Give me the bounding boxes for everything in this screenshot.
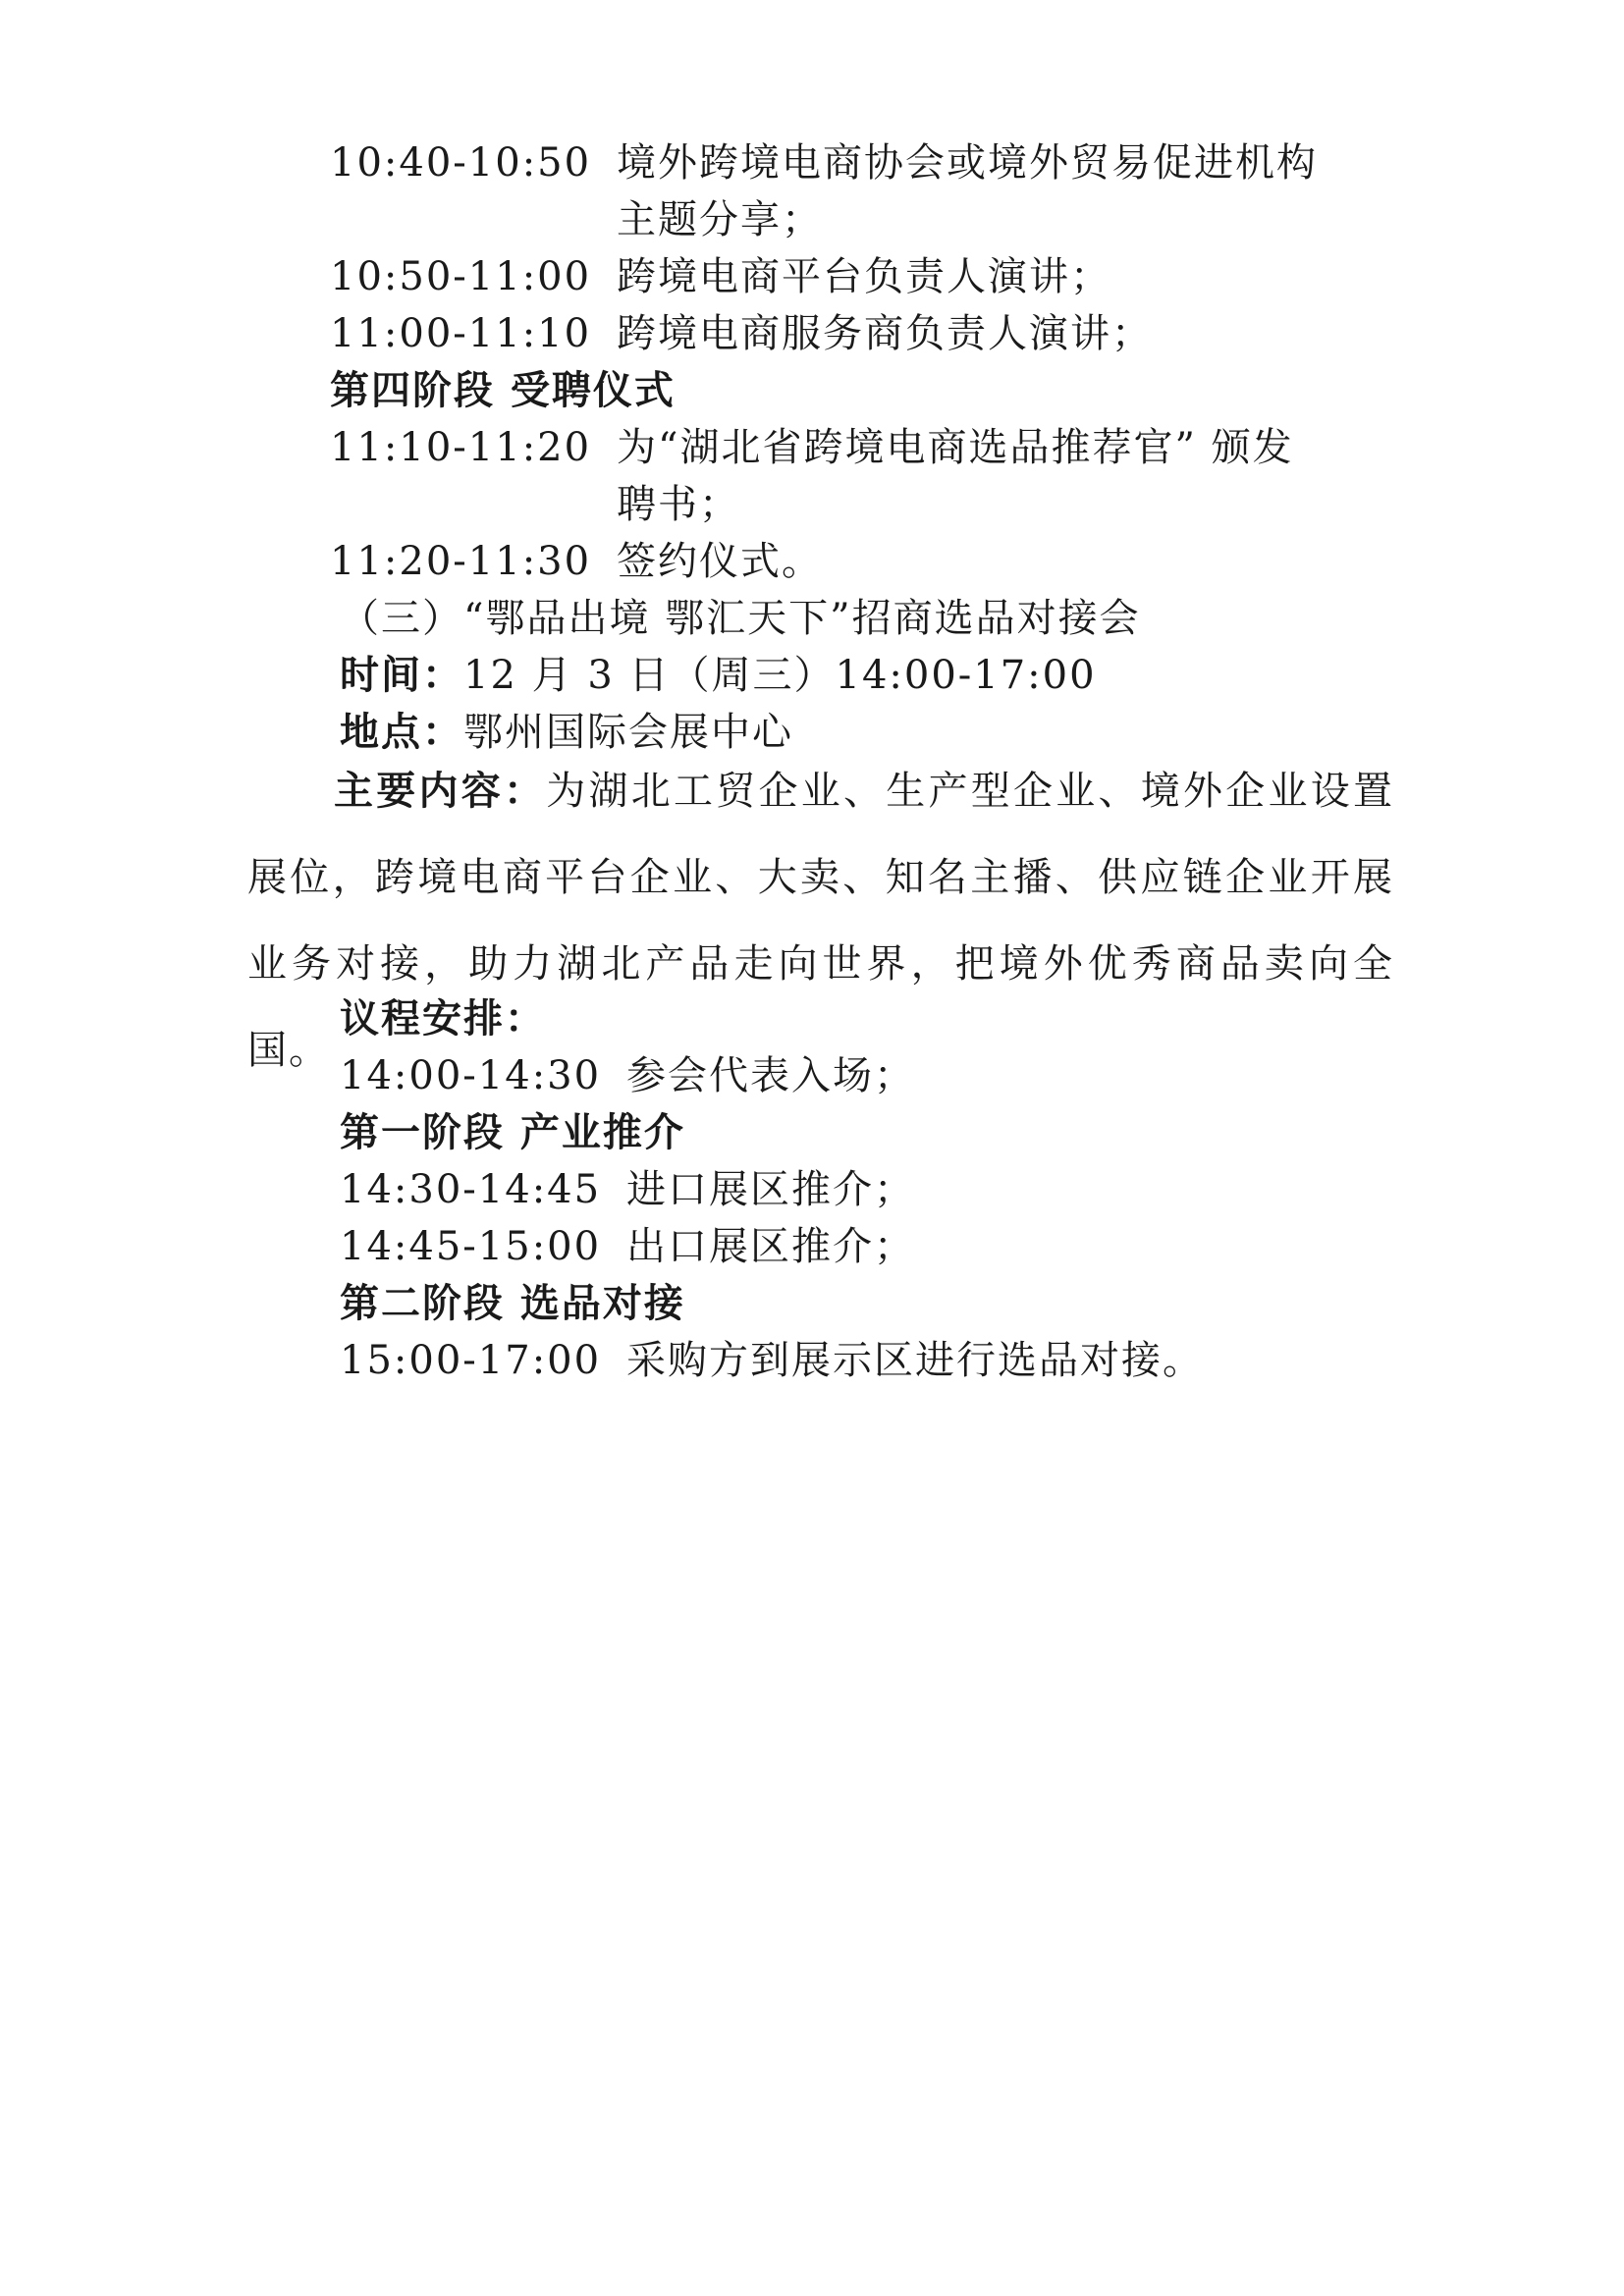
place-value: 鄂州国际会展中心	[463, 710, 793, 755]
stage-1-heading: 第一阶段 产业推介	[340, 1110, 685, 1155]
content-label: 主要内容：	[334, 769, 547, 814]
stage-1-time: 14:45-15:00	[340, 1224, 602, 1269]
schedule-text: 跨境电商平台负责人演讲；	[617, 254, 1111, 299]
stage-2-heading: 第二阶段 选品对接	[340, 1281, 685, 1326]
schedule-text-cont: 主题分享；	[617, 197, 823, 242]
content-value: 为湖北工贸企业、生产型企业、境外企业设置展位，跨境电商平台企业、大卖、知名主播、供应链企业开展业务对接，助力湖北产品走向世界，把境外优秀商品卖向全国。	[247, 769, 1394, 1073]
stage-1-text: 进口展区推介；	[626, 1167, 915, 1212]
schedule-text: 签约仪式。	[617, 539, 823, 584]
schedule-time: 10:40-10:50	[330, 140, 592, 186]
stage-1-time: 14:30-14:45	[340, 1167, 602, 1212]
stage-2-text: 采购方到展示区进行选品对接。	[626, 1338, 1204, 1383]
agenda-label: 议程安排：	[340, 996, 546, 1041]
schedule-time: 11:20-11:30	[330, 539, 592, 584]
time-value: 12 月 3 日（周三）14:00-17:00	[463, 653, 1097, 698]
stage-1-text: 出口展区推介；	[626, 1224, 915, 1269]
time-label: 时间：	[340, 653, 463, 698]
agenda-text: 参会代表入场；	[626, 1053, 915, 1098]
schedule-time: 11:00-11:10	[330, 311, 592, 356]
place-label: 地点：	[340, 710, 463, 755]
schedule-time: 10:50-11:00	[330, 254, 592, 299]
schedule-time: 11:10-11:20	[330, 425, 592, 470]
stage-2-time: 15:00-17:00	[340, 1338, 602, 1383]
schedule-text: 境外跨境电商协会或境外贸易促进机构	[617, 140, 1318, 186]
agenda-time: 14:00-14:30	[340, 1053, 602, 1098]
schedule-text-cont: 聘书；	[617, 482, 740, 527]
section-3-title: （三）“鄂品出境 鄂汇天下”招商选品对接会	[340, 596, 1141, 641]
stage-4-heading: 第四阶段 受聘仪式	[330, 368, 676, 413]
schedule-text: 为“湖北省跨境电商选品推荐官” 颁发	[617, 425, 1294, 470]
time-row	[340, 652, 1097, 699]
schedule-text: 跨境电商服务商负责人演讲；	[617, 311, 1153, 356]
